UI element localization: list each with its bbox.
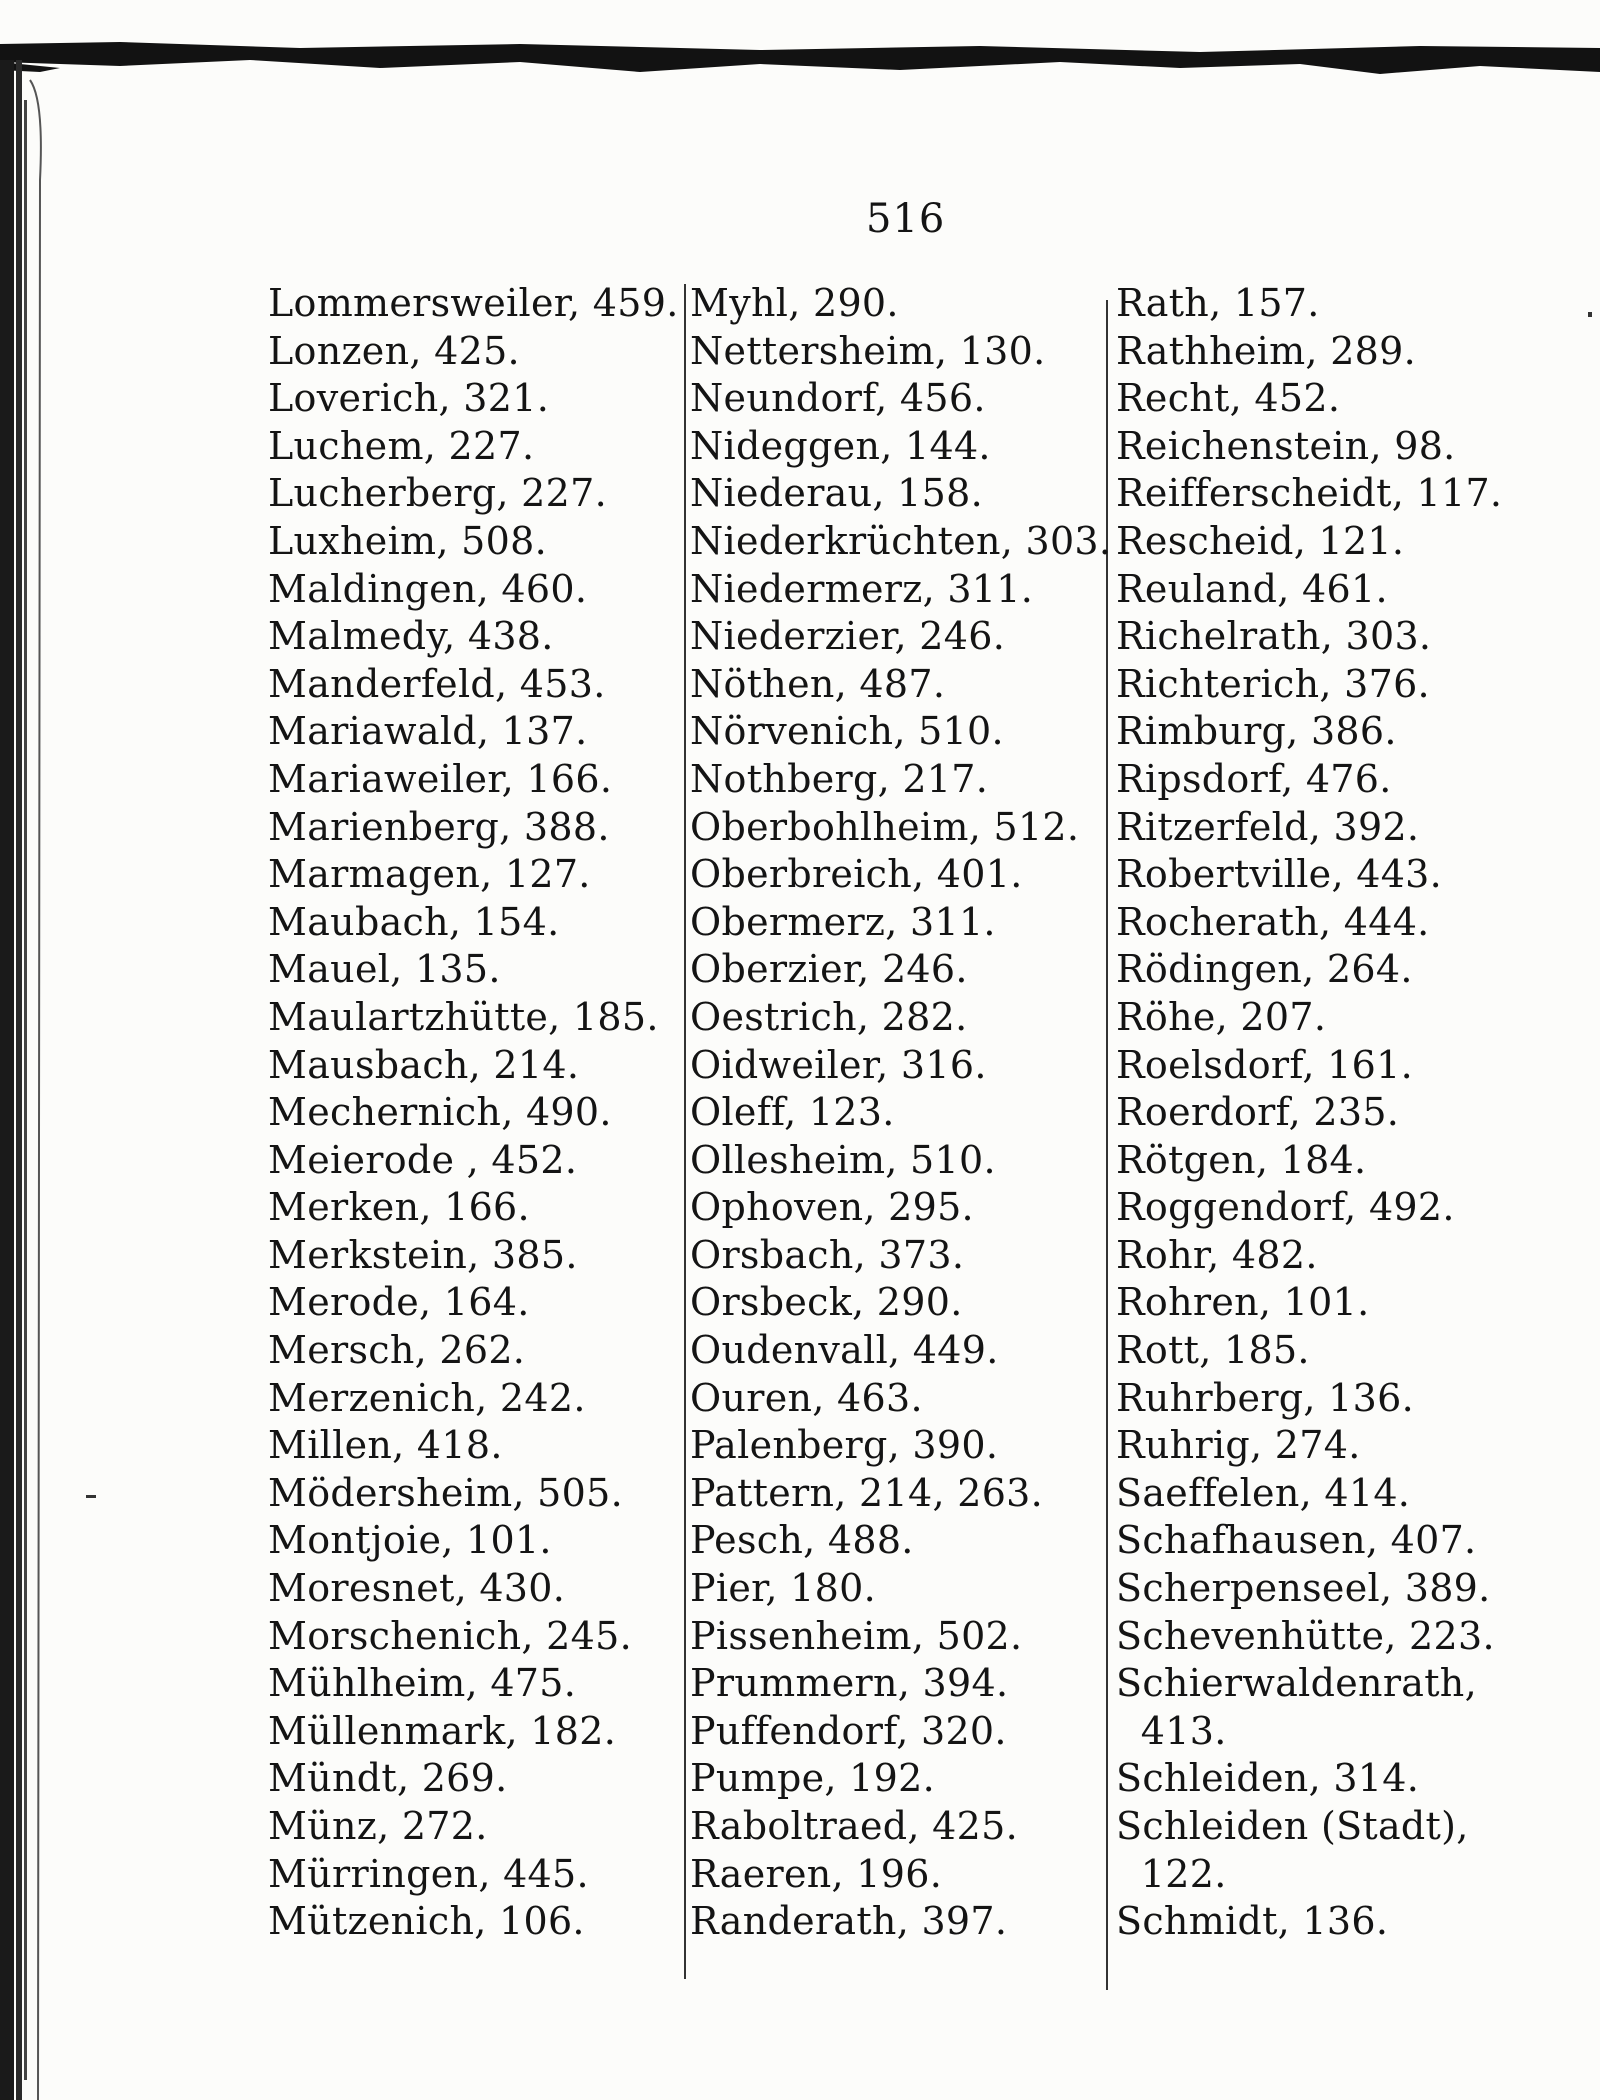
index-entry: Merken, 166. <box>268 1185 530 1230</box>
index-entry: Schmidt, 136. <box>1116 1899 1389 1944</box>
index-entry: Saeffelen, 414. <box>1116 1470 1411 1515</box>
index-entry: Ritzerfeld, 392. <box>1116 804 1420 849</box>
index-entry: Mariaweiler, 166. <box>268 756 613 801</box>
index-entry: Oidweiler, 316. <box>690 1042 987 1087</box>
index-entry: Richelrath, 303. <box>1116 614 1432 659</box>
index-entry: Randerath, 397. <box>690 1899 1008 1944</box>
index-entry: Rimburg, 386. <box>1116 709 1397 754</box>
index-entry: Niederau, 158. <box>690 471 983 516</box>
index-entry: Ruhrberg, 136. <box>1116 1375 1414 1420</box>
index-entry: Raboltraed, 425. <box>690 1804 1018 1848</box>
index-entry: Pier, 180. <box>690 1566 876 1611</box>
index-entry: Lonzen, 425. <box>268 328 520 373</box>
index-entry: Pumpe, 192. <box>690 1756 935 1801</box>
index-entry: Maulartzhütte, 185. <box>268 994 659 1039</box>
index-entry: Pesch, 488. <box>690 1518 914 1563</box>
index-entry: Merode, 164. <box>268 1280 530 1325</box>
ink-speck <box>86 1495 96 1498</box>
index-entry: Raeren, 196. <box>690 1851 943 1896</box>
index-entry: Mützenich, 106. <box>268 1899 585 1944</box>
index-entry: Mühlheim, 475. <box>268 1661 577 1706</box>
index-entry: Niederzier, 246. <box>690 614 1006 659</box>
torn-top-edge <box>0 38 1600 84</box>
book-spine <box>0 60 60 2100</box>
index-entry: Oberzier, 246. <box>690 947 968 992</box>
index-entry: Orsbeck, 290. <box>690 1280 963 1325</box>
index-entry: Meierode , 452. <box>268 1137 578 1182</box>
index-entry: Mersch, 262. <box>268 1328 526 1373</box>
index-entry: Rath, 157. <box>1116 281 1320 325</box>
index-entry: Schleiden (Stadt), 122. <box>1116 1804 1469 1896</box>
index-entry: Merkstein, 385. <box>268 1232 578 1277</box>
index-entry: Schleiden, 314. <box>1116 1756 1420 1801</box>
index-entry: Mürringen, 445. <box>268 1851 589 1896</box>
index-entry: Mausbach, 214. <box>268 1042 580 1087</box>
index-entry: Loverich, 321. <box>268 376 550 421</box>
index-entry: Pattern, 214, 263. <box>690 1470 1044 1515</box>
index-entry: Maldingen, 460. <box>268 566 588 611</box>
index-entry: Müllenmark, 182. <box>268 1708 617 1753</box>
index-entry: Obermerz, 311. <box>690 899 996 944</box>
page-number: 516 <box>866 196 946 242</box>
index-entry: Rödingen, 264. <box>1116 947 1413 992</box>
index-entry: Orsbach, 373. <box>690 1232 965 1277</box>
index-entry: Reifferscheidt, 117. <box>1116 471 1503 516</box>
index-entry: Puffendorf, 320. <box>690 1708 1007 1753</box>
index-entry: Oestrich, 282. <box>690 994 968 1039</box>
index-entry: Marienberg, 388. <box>268 804 610 849</box>
index-entry: Mechernich, 490. <box>268 1090 612 1135</box>
index-entry: Manderfeld, 453. <box>268 661 606 706</box>
index-entry: Münz, 272. <box>268 1804 488 1848</box>
index-entry: Scherpenseel, 389. <box>1116 1566 1491 1611</box>
index-entry: Luchem, 227. <box>268 423 535 468</box>
index-entry: Reichenstein, 98. <box>1116 423 1456 468</box>
index-entry: Millen, 418. <box>268 1423 503 1468</box>
index-entry: Richterich, 376. <box>1116 661 1430 706</box>
index-entry: Ollesheim, 510. <box>690 1137 996 1182</box>
index-entry: Pissenheim, 502. <box>690 1613 1023 1658</box>
index-entry: Röhe, 207. <box>1116 994 1327 1039</box>
index-entry: Schafhausen, 407. <box>1116 1518 1477 1563</box>
index-entry: Merzenich, 242. <box>268 1375 586 1420</box>
index-entry: Mödersheim, 505. <box>268 1470 623 1515</box>
index-entry: Rohr, 482. <box>1116 1232 1318 1277</box>
index-entry: Lommersweiler, 459. <box>268 281 679 325</box>
index-entry: Luxheim, 508. <box>268 518 547 563</box>
index-entry: Maubach, 154. <box>268 899 560 944</box>
index-entry: Schierwaldenrath, 413. <box>1116 1661 1477 1753</box>
index-entry: Montjoie, 101. <box>268 1518 552 1563</box>
index-entry: Nettersheim, 130. <box>690 328 1046 373</box>
index-entry: Reuland, 461. <box>1116 566 1388 611</box>
index-entry: Oudenvall, 449. <box>690 1328 999 1373</box>
ink-speck <box>1588 312 1592 317</box>
column-divider-1 <box>684 284 686 1979</box>
index-column-1 <box>268 280 679 1946</box>
index-entry: Palenberg, 390. <box>690 1423 999 1468</box>
index-entry: Nideggen, 144. <box>690 423 991 468</box>
index-entry: Niederkrüchten, 303. <box>690 518 1112 563</box>
index-entry: Oberbohlheim, 512. <box>690 804 1080 849</box>
index-entry: Roggendorf, 492. <box>1116 1185 1455 1230</box>
index-entry: Myhl, 290. <box>690 281 899 325</box>
index-entry: Prummern, 394. <box>690 1661 1009 1706</box>
index-entry: Morschenich, 245. <box>268 1613 632 1658</box>
index-entry: Rocherath, 444. <box>1116 899 1430 944</box>
index-entry: Rescheid, 121. <box>1116 518 1405 563</box>
index-entry: Mündt, 269. <box>268 1756 508 1801</box>
index-entry: Rohren, 101. <box>1116 1280 1370 1325</box>
index-entry: Roelsdorf, 161. <box>1116 1042 1413 1087</box>
index-entry: Mariawald, 137. <box>268 709 588 754</box>
index-entry: Ruhrig, 274. <box>1116 1423 1361 1468</box>
index-entry: Mauel, 135. <box>268 947 501 992</box>
index-column-2 <box>690 280 1111 1946</box>
index-entry: Rötgen, 184. <box>1116 1137 1367 1182</box>
index-entry: Malmedy, 438. <box>268 614 554 659</box>
index-entry: Neundorf, 456. <box>690 376 986 421</box>
index-entry: Lucherberg, 227. <box>268 471 607 516</box>
index-entry: Niedermerz, 311. <box>690 566 1034 611</box>
index-entry: Recht, 452. <box>1116 376 1341 421</box>
index-entry: Ripsdorf, 476. <box>1116 756 1392 801</box>
index-entry: Ouren, 463. <box>690 1375 923 1420</box>
index-entry: Rott, 185. <box>1116 1328 1310 1373</box>
index-entry: Roerdorf, 235. <box>1116 1090 1400 1135</box>
index-entry: Rathheim, 289. <box>1116 328 1416 373</box>
index-entry: Ophoven, 295. <box>690 1185 974 1230</box>
index-entry: Nothberg, 217. <box>690 756 989 801</box>
index-entry: Oleff, 123. <box>690 1090 895 1135</box>
index-entry: Marmagen, 127. <box>268 852 591 897</box>
index-column-3 <box>1116 280 1502 1946</box>
index-entry: Moresnet, 430. <box>268 1566 566 1611</box>
index-entry: Nöthen, 487. <box>690 661 946 706</box>
index-entry: Nörvenich, 510. <box>690 709 1004 754</box>
index-entry: Robertville, 443. <box>1116 852 1443 897</box>
index-entry: Schevenhütte, 223. <box>1116 1613 1495 1658</box>
index-entry: Oberbreich, 401. <box>690 852 1023 897</box>
